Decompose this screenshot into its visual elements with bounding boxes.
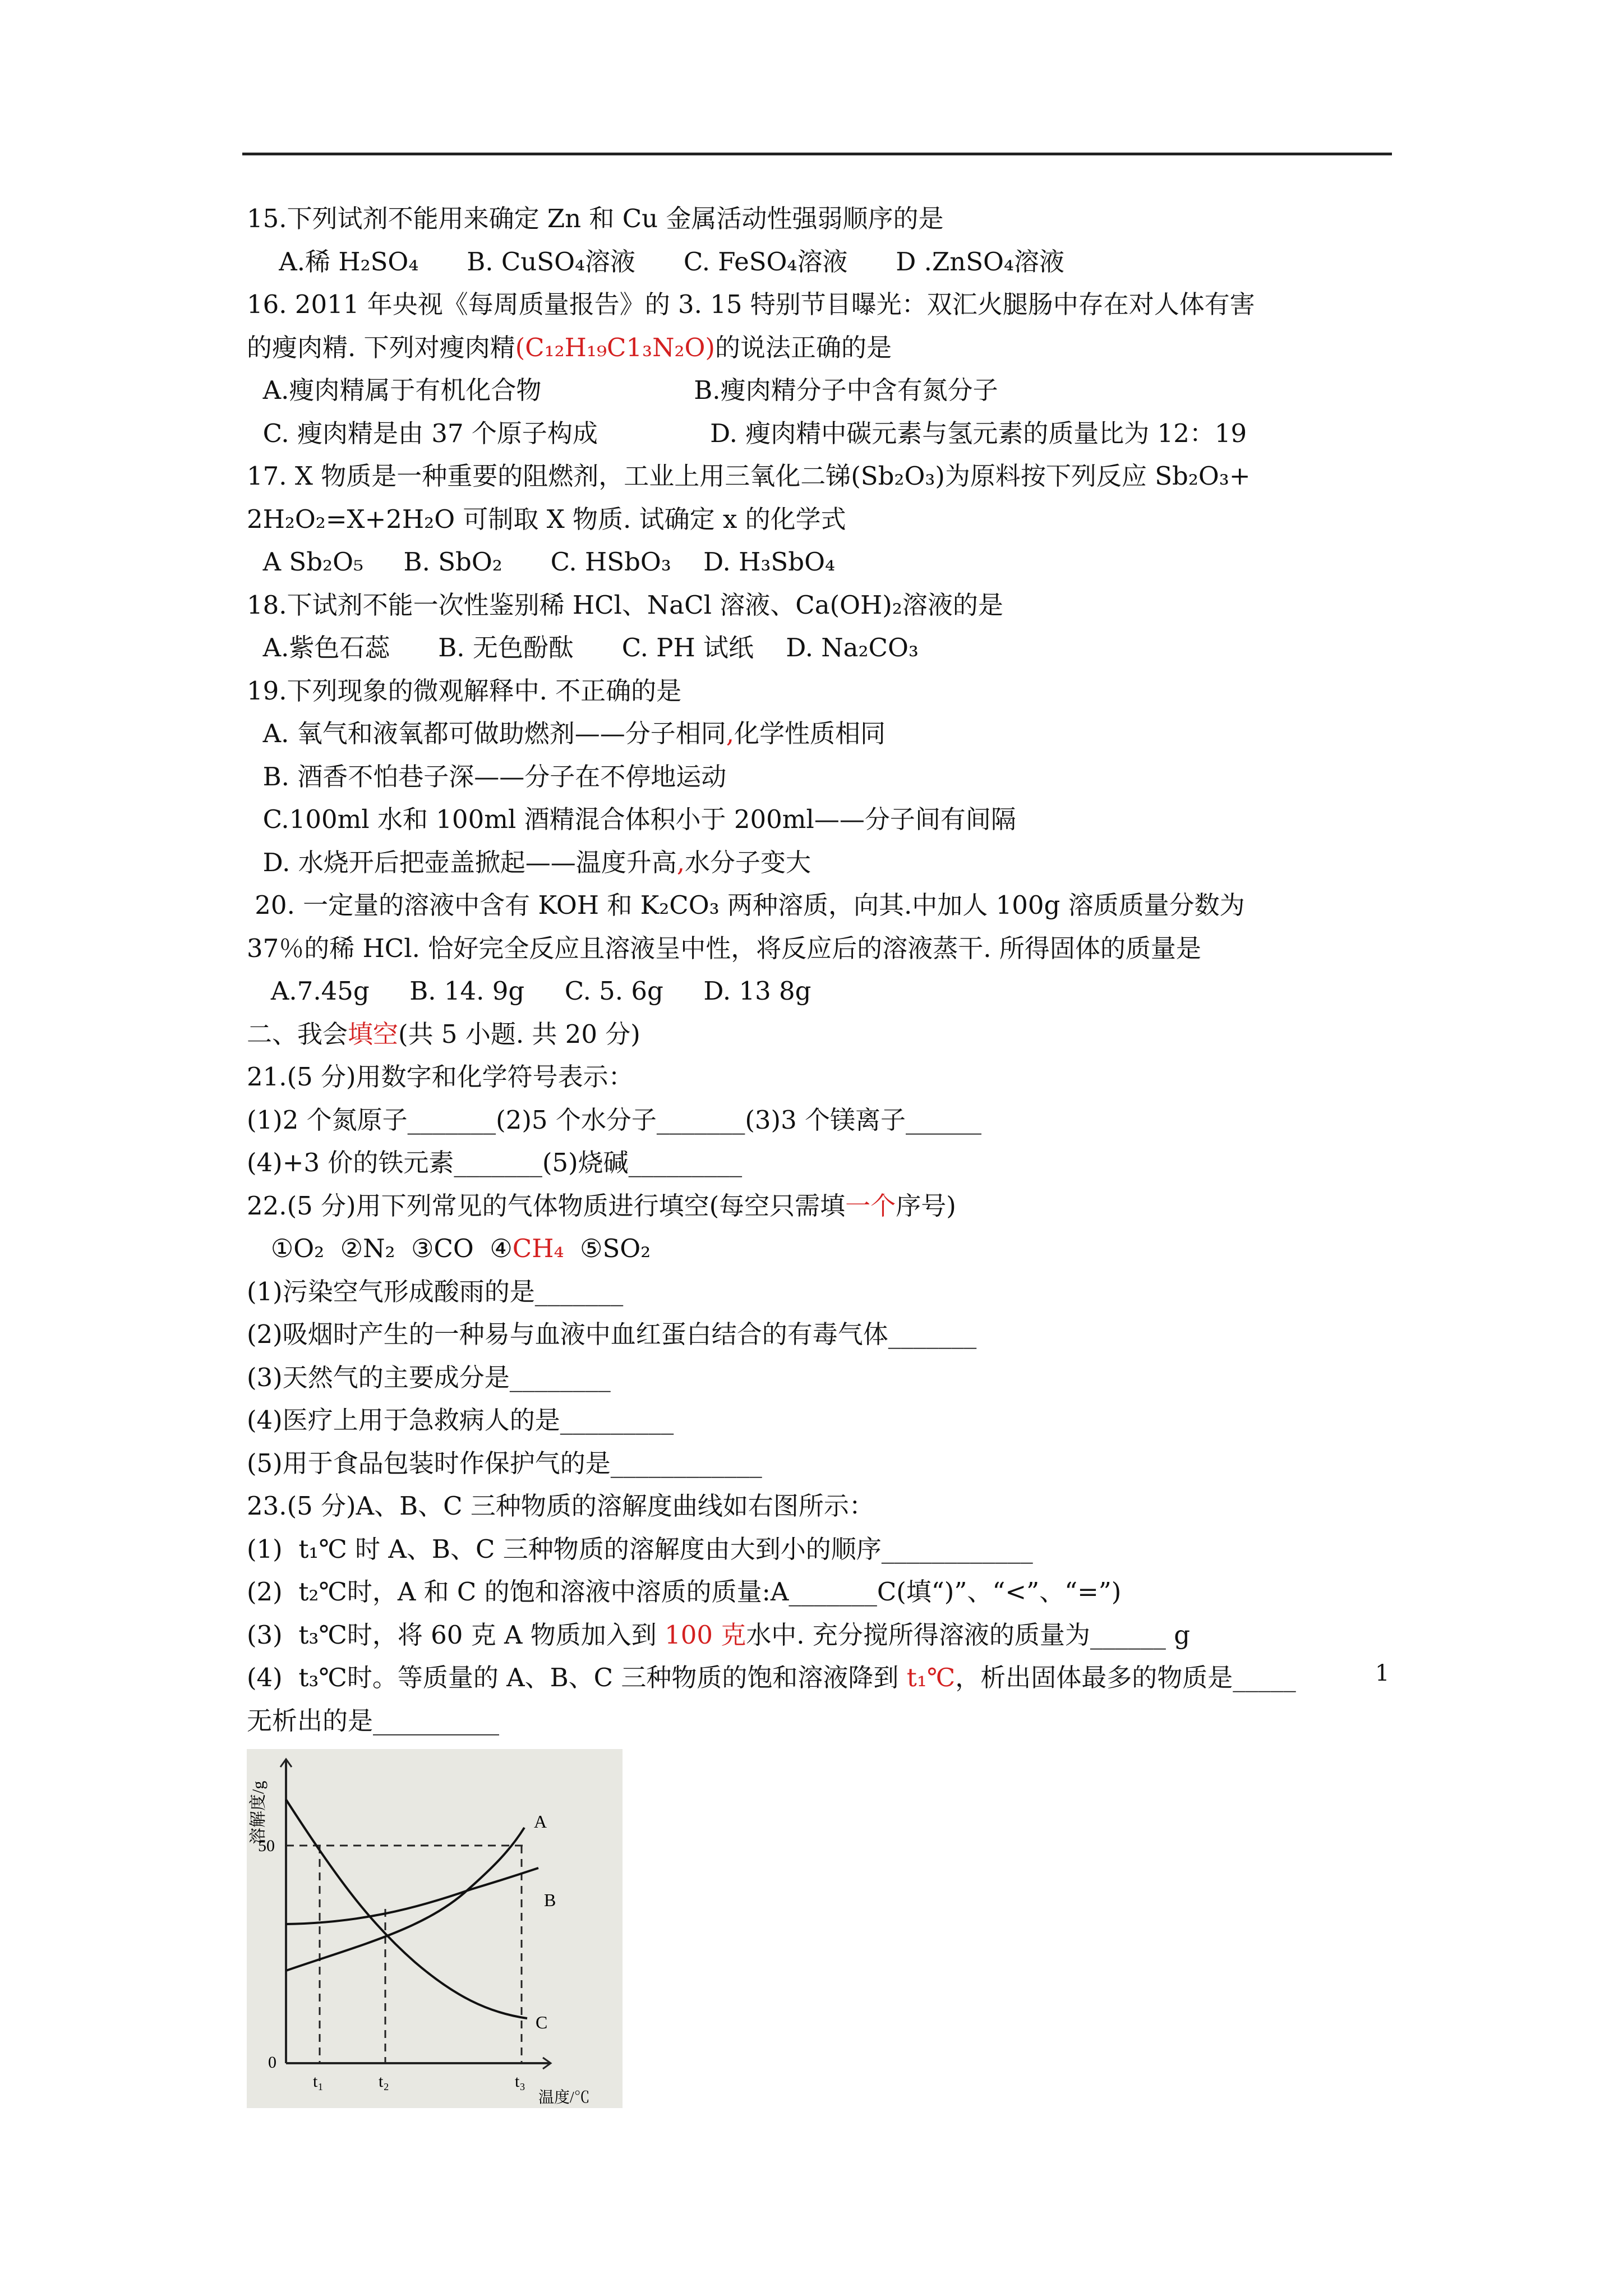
q19-option-a-pre: A. 氧气和液氧都可做助燃剂——分子相同 (247, 719, 726, 748)
q22-item-1: (1)污染空气形成酸雨的是_______ (247, 1276, 624, 1306)
red-comma: , (726, 719, 735, 748)
q23-item-4-post: ，析出固体最多的物质是_____ (955, 1663, 1296, 1692)
header-rule (242, 153, 1392, 155)
q23-item-5: 无析出的是__________ (247, 1705, 500, 1736)
page-number: 1 (1375, 1660, 1390, 1686)
q17-options: A Sb₂O₅ B. SbO₂ C. HSbO₃ D. H₃SbO₄ (247, 547, 835, 577)
solubility-figure (247, 1749, 623, 2108)
q16-options-ab: A.瘦肉精属于有机化合物 B.瘦肉精分子中含有氮分子 (247, 375, 998, 405)
section-2-pre: 二、我会 (247, 1019, 348, 1049)
exam-content (247, 197, 1402, 1742)
q22-stem-pre: 22.(5 分)用下列常见的气体物质进行填空(每空只需填 (247, 1190, 846, 1221)
y-axis-label: 溶解度/g (249, 1780, 268, 1844)
curve-c-label: C (536, 2012, 548, 2032)
q22-gases-red: CH₄ (512, 1234, 564, 1263)
q22-item-4: (4)医疗上用于急救病人的是_________ (247, 1405, 674, 1435)
q22-stem-post: 序号) (896, 1190, 956, 1221)
q23-item-4-pre: (4) t₃℃时。等质量的 A、B、C 三种物质的饱和溶液降到 (247, 1663, 907, 1692)
section-2-post: (共 5 小题. 共 20 分) (398, 1019, 640, 1049)
q18-stem: 18.下试剂不能一次性鉴别稀 HCl、NaCl 溶液、Ca(OH)₂溶液的是 (247, 590, 1003, 620)
q17-stem-1: 17. X 物质是一种重要的阻燃剂，工业上用三氧化二锑(Sb₂O₃)为原料按下列反应 Sb₂O₃+ (247, 461, 1251, 491)
q19-option-d (247, 841, 1402, 885)
q20-options: A.7.45g B. 14. 9g C. 5. 6g D. 13 8g (247, 976, 811, 1006)
y-tick-50: 50 (258, 1837, 275, 1855)
q20-stem-1: 20. 一定量的溶液中含有 KOH 和 K₂CO₃ 两种溶质，向其.中加人 100g 溶质质量分数为 (247, 890, 1245, 920)
x-tick-t3: t₃ (515, 2072, 525, 2091)
curve-b-label: B (544, 1890, 556, 1910)
q19-option-a (247, 712, 1402, 756)
solubility-curve-chart (247, 1749, 623, 2108)
figure-background (247, 1749, 623, 2108)
q19-option-d-pre: D. 水烧开后把壶盖掀起——温度升高 (247, 847, 677, 877)
origin-label: 0 (268, 2053, 276, 2072)
q16-stem-1: 16. 2011 年央视《每周质量报告》的 3. 15 特别节目曝光：双汇火腿肠中存在对人体有害 (247, 289, 1255, 319)
q23-stem: 23.(5 分)A、B、C 三种物质的溶解度曲线如右图所示： (247, 1491, 874, 1521)
q23-item-3-red: 100 克 (665, 1619, 746, 1650)
q18-options: A.紫色石蕊 B. 无色酚酞 C. PH 试纸 D. Na₂CO₃ (247, 633, 919, 662)
section-2-red: 填空 (348, 1019, 399, 1049)
q23-item-3 (247, 1614, 1402, 1657)
x-tick-t1: t₁ (313, 2072, 324, 2091)
q23-item-2: (2) t₂℃时，A 和 C 的饱和溶液中溶质的质量:A_______C(填“)”、“<”、“=”) (247, 1577, 1122, 1607)
q16-stem-2 (247, 326, 1402, 370)
q22-stem-red: 一个 (845, 1190, 896, 1221)
q23-item-3-post: 水中. 充分搅所得溶液的质量为______ g (746, 1619, 1191, 1650)
q19-option-d-post: 水分子变大 (685, 847, 811, 877)
q22-gases (247, 1227, 1402, 1271)
q22-gases-post: ⑤SO₂ (564, 1234, 651, 1263)
q22-item-5: (5)用于食品包装时作保护气的是____________ (247, 1448, 762, 1478)
q22-item-3: (3)天然气的主要成分是________ (247, 1362, 611, 1392)
q23-item-3-pre: (3) t₃℃时，将 60 克 A 物质加入到 (247, 1619, 665, 1650)
q22-item-2: (2)吸烟时产生的一种易与血液中血红蛋白结合的有毒气体_______ (247, 1319, 977, 1349)
section-2-heading (247, 1013, 1402, 1056)
q21-stem: 21.(5 分)用数字和化学符号表示： (247, 1062, 634, 1092)
q15-stem: 15.下列试剂不能用来确定 Zn 和 Cu 金属活动性强弱顺序的是 (247, 204, 944, 233)
q21-line-1: (1)2 个氮原子_______(2)5 个水分子_______(3)3 个镁离子______ (247, 1105, 982, 1135)
q21-line-2: (4)+3 价的铁元素_______(5)烧碱_________ (247, 1148, 743, 1177)
q22-stem (247, 1185, 1402, 1228)
q16-options-cd: C. 瘦肉精是由 37 个原子构成 D. 瘦肉精中碳元素与氢元素的质量比为 12：19 (247, 418, 1247, 448)
q23-item-4-red: t₁℃ (906, 1663, 956, 1692)
q15-options: A.稀 H₂SO₄ B. CuSO₄溶液 C. FeSO₄溶液 D .ZnSO₄溶液 (247, 246, 1064, 277)
q22-gases-pre: ①O₂ ②N₂ ③CO ④ (247, 1234, 513, 1263)
q23-item-4 (247, 1657, 1402, 1700)
x-tick-t2: t₂ (379, 2072, 389, 2091)
q16-stem-pre: 的瘦肉精. 下列对瘦肉精 (247, 332, 515, 362)
q19-option-b: B. 酒香不怕巷子深——分子在不停地运动 (247, 761, 727, 792)
q23-item-1: (1) t₁℃ 时 A、B、C 三种物质的溶解度由大到小的顺序____________ (247, 1534, 1033, 1564)
q19-option-a-post: 化学性质相同 (734, 719, 886, 748)
x-axis-label: 温度/℃ (538, 2089, 590, 2106)
q17-stem-2: 2H₂O₂=X+2H₂O 可制取 X 物质. 试确定 x 的化学式 (247, 504, 846, 534)
q16-formula: (C₁₂H₁₉C1₃N₂O) (515, 332, 715, 362)
q19-option-c: C.100ml 水和 100ml 酒精混合体积小于 200ml——分子间有间隔 (247, 804, 1016, 834)
q19-stem: 19.下列现象的微观解释中. 不正确的是 (247, 675, 682, 706)
q16-stem-post: 的说法正确的是 (714, 332, 892, 362)
curve-a-label: A (534, 1811, 547, 1832)
q20-stem-2: 37％的稀 HCl. 恰好完全反应且溶液呈中性，将反应后的溶液蒸干. 所得固体的质量是 (247, 933, 1201, 963)
red-comma: , (676, 847, 685, 877)
